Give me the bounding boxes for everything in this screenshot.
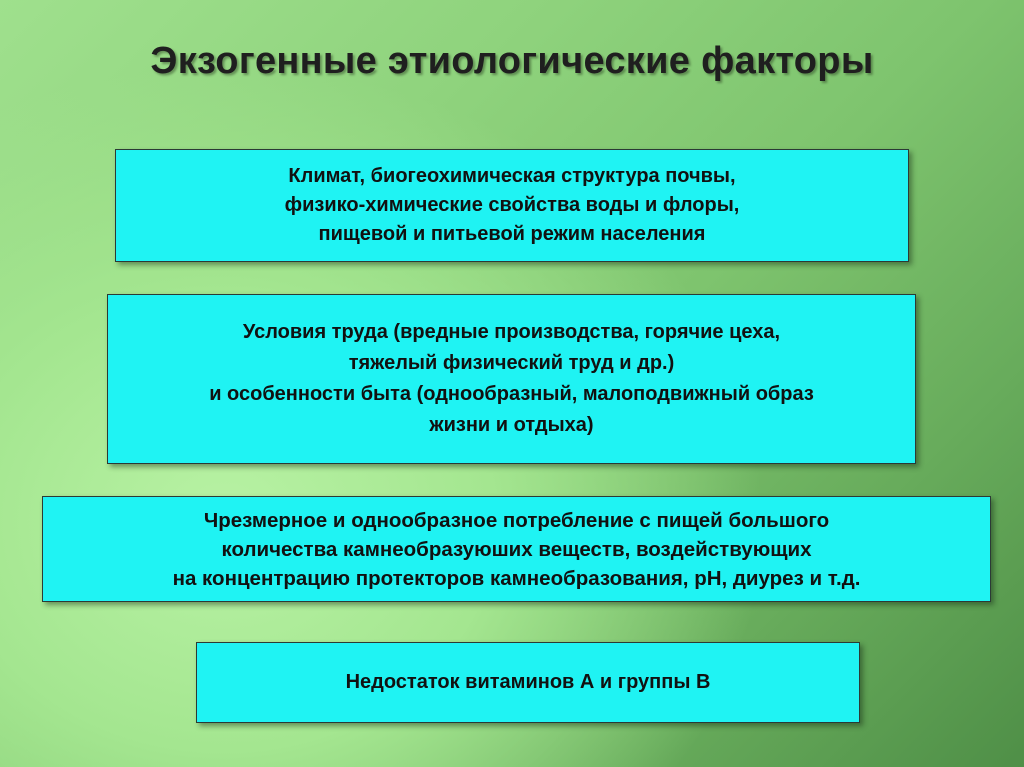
factor-box-climate: Климат, биогеохимическая структура почвы, физико-химические свойства воды и флоры, пищевой и питьевой режим населения xyxy=(115,149,909,262)
factor-box-work-conditions: Условия труда (вредные производства, горячие цеха, тяжелый физический труд и др.) и особенности быта (однообразный, малоподвижный образ жизни и отдыха) xyxy=(107,294,916,464)
factor-box-vitamins: Недостаток витаминов А и группы В xyxy=(196,642,860,723)
factor-box-nutrition: Чрезмерное и однообразное потребление с пищей большого количества камнеобразуюших веществ, воздействующих на концентрацию протекторов камнеобразования, рН, диурез и т.д. xyxy=(42,496,991,602)
slide-title: Экзогенные этиологические факторы xyxy=(150,40,874,82)
